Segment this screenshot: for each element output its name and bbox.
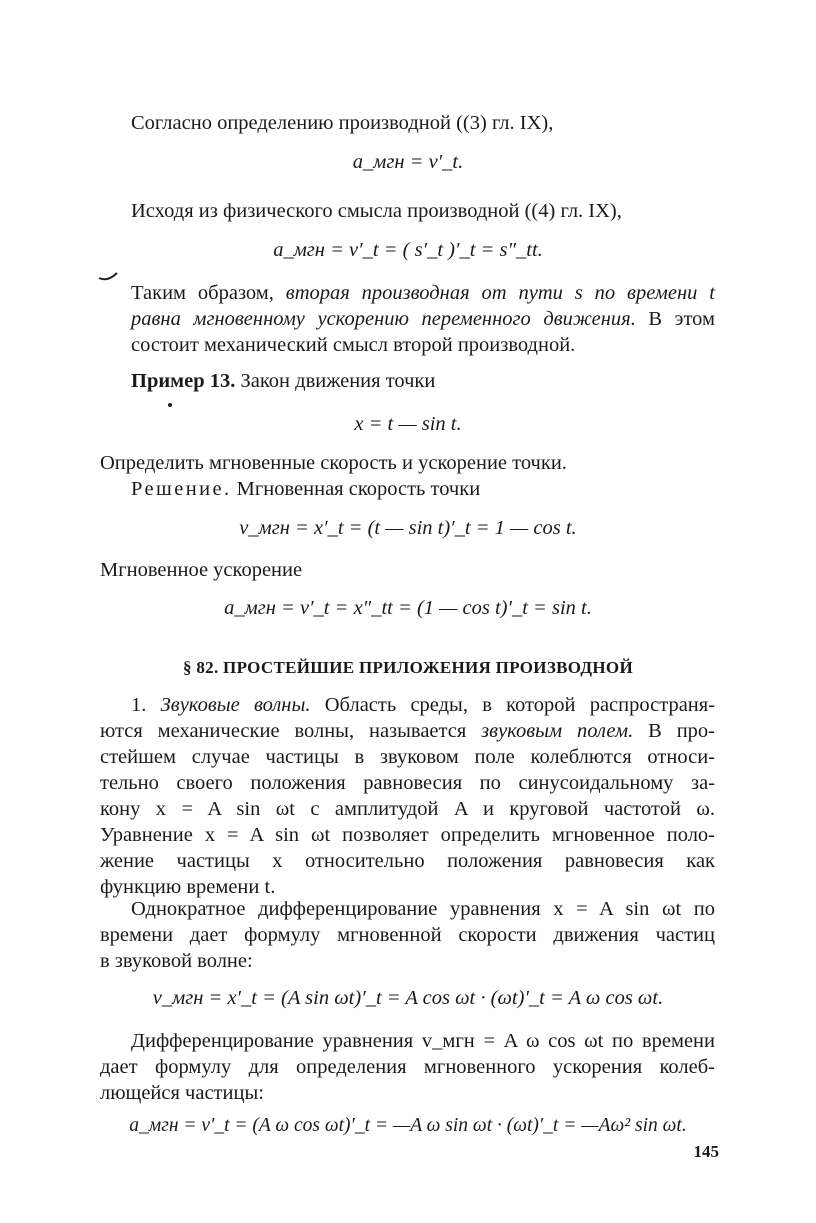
- text-run: Таким образом,: [131, 282, 274, 304]
- formula: a_мгн = v′_t.: [352, 151, 464, 173]
- text-run: В про-: [648, 720, 716, 742]
- text-line: Дифференцирование уравнения v_мгн = A ω cos ωt по времени: [131, 1030, 715, 1052]
- formula: a_мгн = v′_t = (A ω cos ωt)′_t = —A ω sin ωt · (ωt)′_t = —Aω² sin ωt.: [129, 1115, 687, 1136]
- text-line: функцию времени t.: [100, 876, 276, 898]
- formula: a_мгн = v′_t = x″_tt = (1 — cos t)′_t = sin t.: [224, 597, 592, 619]
- text-line: Однократное дифференцирование уравнения x = A sin ωt по: [131, 898, 715, 920]
- text-line: [100, 718, 715, 744]
- text-line: лющейся частицы:: [100, 1082, 264, 1104]
- formula: v_мгн = x′_t = (t — sin t)′_t = 1 — cos t.: [239, 517, 577, 539]
- italic-run: звуковым полем.: [481, 720, 634, 742]
- text-line: состоит механический смысл второй производной.: [131, 334, 576, 356]
- text-line: Уравнение x = A sin ωt позволяет определить мгновенное поло-: [100, 824, 715, 846]
- text-line: Определить мгновенные скорость и ускорение точки.: [100, 452, 567, 474]
- page-number: 145: [693, 1142, 719, 1161]
- text-run: В этом: [648, 308, 716, 330]
- text-run: Область среды, в которой распространя-: [324, 694, 716, 716]
- text-run: Закон движения точки: [240, 370, 436, 392]
- text-line: дает формулу для определения мгновенного ускорения колеб-: [100, 1056, 715, 1078]
- text-line: Исходя из физического смысла производной ((4) гл. IX),: [131, 200, 622, 222]
- section-heading: § 82. ПРОСТЕЙШИЕ ПРИЛОЖЕНИЯ ПРОИЗВОДНОЙ: [183, 658, 633, 677]
- text-line: в звуковой волне:: [100, 950, 253, 972]
- text-line: жение частицы x относительно положения равновесия как: [100, 850, 715, 872]
- text-line: стейшем случае частицы в звуковом поле колеблются относи-: [100, 746, 715, 768]
- spaced-run: Решение.: [131, 478, 232, 500]
- text-line: тельно своего положения равновесия по синусоидальному за-: [100, 772, 715, 794]
- text-line: [131, 692, 715, 718]
- formula: v_мгн = x′_t = (A sin ωt)′_t = A cos ωt · (ωt)′_t = A ω cos ωt.: [152, 987, 664, 1009]
- text-run: 1.: [131, 694, 147, 716]
- margin-mark-icon: [98, 272, 118, 282]
- italic-run: вторая производная от пути s по времени t: [285, 282, 715, 304]
- text-line: [131, 368, 435, 394]
- text-line: [131, 280, 715, 306]
- text-line: [131, 306, 715, 332]
- text-line: Согласно определению производной ((3) гл. IX),: [131, 112, 554, 134]
- text-run: ются механические волны, называется: [100, 720, 467, 742]
- formula: a_мгн = v′_t = ( s′_t )′_t = s″_tt.: [273, 239, 543, 261]
- italic-run: равна мгновенному ускорению переменного движения.: [131, 308, 636, 330]
- text-line: времени дает формулу мгновенной скорости движения частиц: [100, 924, 715, 946]
- italic-run: Звуковые волны.: [160, 694, 311, 716]
- text-line: Мгновенное ускорение: [100, 559, 303, 581]
- text-run: Мгновенная скорость точки: [236, 478, 481, 500]
- text-line: кону x = A sin ωt с амплитудой A и круговой частотой ω.: [100, 798, 715, 820]
- text-line: [131, 476, 480, 502]
- formula: x = t — sin t.: [354, 413, 462, 435]
- speck-dot: [168, 403, 172, 407]
- example-label: Пример 13.: [131, 370, 236, 392]
